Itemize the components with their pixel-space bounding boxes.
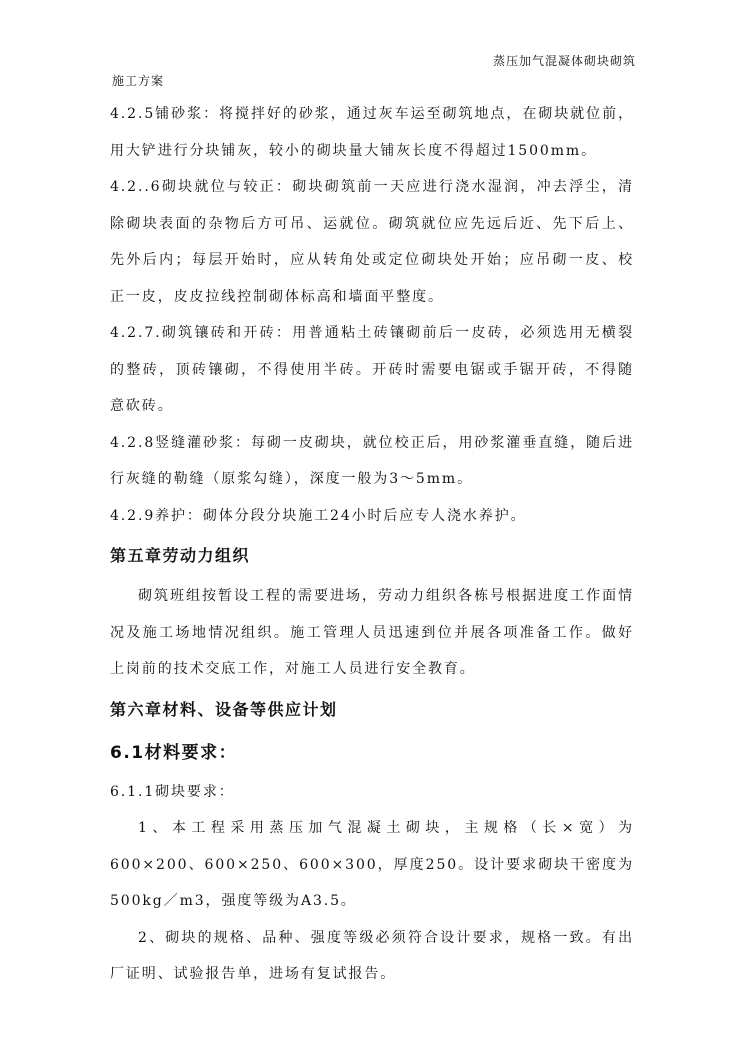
section-6-1-heading: 6.1材料要求： [110,742,238,763]
requirement-item-2: 2、砌块的规格、品种、强度等级必须符合设计要求，规格一致。有出厂证明、试验报告单，进场有复试报告。 [110,929,634,982]
paragraph-4-2-7: 4.2.7.砌筑镶砖和开砖：用普通粘土砖镶砌前后一皮砖，必须选用无横裂的整砖，顶砖镶砌，不得使用半砖。开砖时需要电锯或手锯开砖，不得随意砍砖。 [110,325,634,414]
chapter-5-heading: 第五章劳动力组织 [110,546,251,565]
section-6-1-1-label: 6.1.1砌块要求： [110,783,235,800]
chapter-6-heading: 第六章材料、设备等供应计划 [110,699,338,719]
running-header-title: 蒸压加气混凝体砌块砌筑 [492,54,636,68]
paragraph-4-2-8: 4.2.8竖缝灌砂浆：每砌一皮砌块，就位校正后，用砂浆灌垂直缝，随后进行灰缝的勒缝（原浆勾缝），深度一般为3～5mm。 [110,434,634,487]
running-header-subtitle: 施工方案 [112,74,165,88]
paragraph-4-2-6: 4.2..6砌块就位与较正：砌块砌筑前一天应进行浇水湿润，冲去浮尘，清除砌块表面的杂物后方可吊、运就位。砌筑就位应先远后近、先下后上、先外后内；每层开始时，应从转角处或定位砌块处开始；应吊砌一皮、校正一皮，皮皮拉线控制砌体标高和墙面平整度。 [110,179,634,305]
chapter-5-body: 砌筑班组按暂设工程的需要进场，劳动力组织各栋号根据进度工作面情况及施工场地情况组织。施工管理人员迅速到位并展各项准备工作。做好上岗前的技术交底工作，对施工人员进行安全教育。 [110,588,634,677]
document-body [110,96,634,993]
paragraph-4-2-9: 4.2.9养护：砌体分段分块施工24小时后应专人浇水养护。 [110,507,527,524]
requirement-item-1: 1、本工程采用蒸压加气混凝土砌块，主规格（长×宽）为600×200、600×250、600×300，厚度250。设计要求砌块干密度为500kg／m3，强度等级为A3.5。 [110,820,634,909]
paragraph-4-2-5: 4.2.5铺砂浆：将搅拌好的砂浆，通过灰车运至砌筑地点，在砌块就位前，用大铲进行分块铺灰，较小的砌块量大铺灰长度不得超过1500mm。 [110,106,634,159]
